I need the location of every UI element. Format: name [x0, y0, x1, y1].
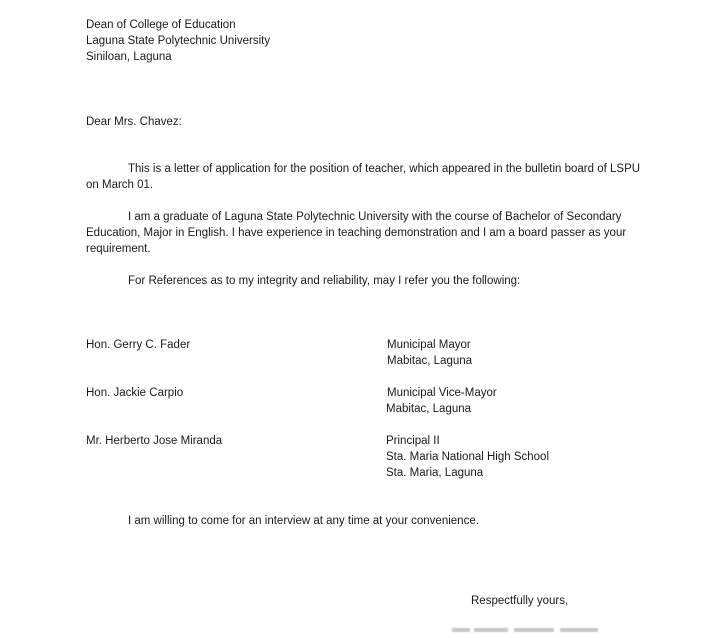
reference-school: Sta. Maria National High School	[386, 451, 549, 463]
paragraph-closing: I am willing to come for an interview at any time at your convenience.	[128, 515, 479, 527]
paragraph-application: This is a letter of application for the position of teacher, which appeared in the bulletin board of LSPU on March 01.	[86, 163, 641, 191]
signature-name-cutoff	[452, 622, 602, 630]
reference-address: Mabitac, Laguna	[386, 403, 472, 415]
reference-position: Principal II	[386, 435, 440, 447]
reference-address: Mabitac, Laguna	[387, 355, 473, 367]
reference-name: Hon. Jackie Carpio	[86, 387, 184, 399]
reference-position: Municipal Vice-Mayor	[387, 387, 497, 399]
complimentary-close: Respectfully yours,	[471, 595, 569, 607]
reference-position: Municipal Mayor	[387, 339, 471, 351]
reference-address: Sta. Maria, Laguna	[386, 467, 484, 479]
reference-name: Mr. Herberto Jose Miranda	[86, 435, 223, 447]
reference-name: Hon. Gerry C. Fader	[86, 339, 191, 351]
recipient-location: Siniloan, Laguna	[86, 51, 172, 63]
recipient-title: Dean of College of Education	[86, 19, 236, 31]
cutoff-text-graphic	[452, 625, 602, 633]
recipient-institution: Laguna State Polytechnic University	[86, 35, 271, 47]
paragraph-references-intro: For References as to my integrity and reliability, may I refer you the following:	[128, 275, 521, 287]
paragraph-qualifications: I am a graduate of Laguna State Polytechnic University with the course of Bachelor of Secondary Education, Major in English. I have experience in teaching demonstration and I am a board passer as your requirement.	[86, 211, 627, 255]
salutation: Dear Mrs. Chavez:	[86, 116, 182, 128]
